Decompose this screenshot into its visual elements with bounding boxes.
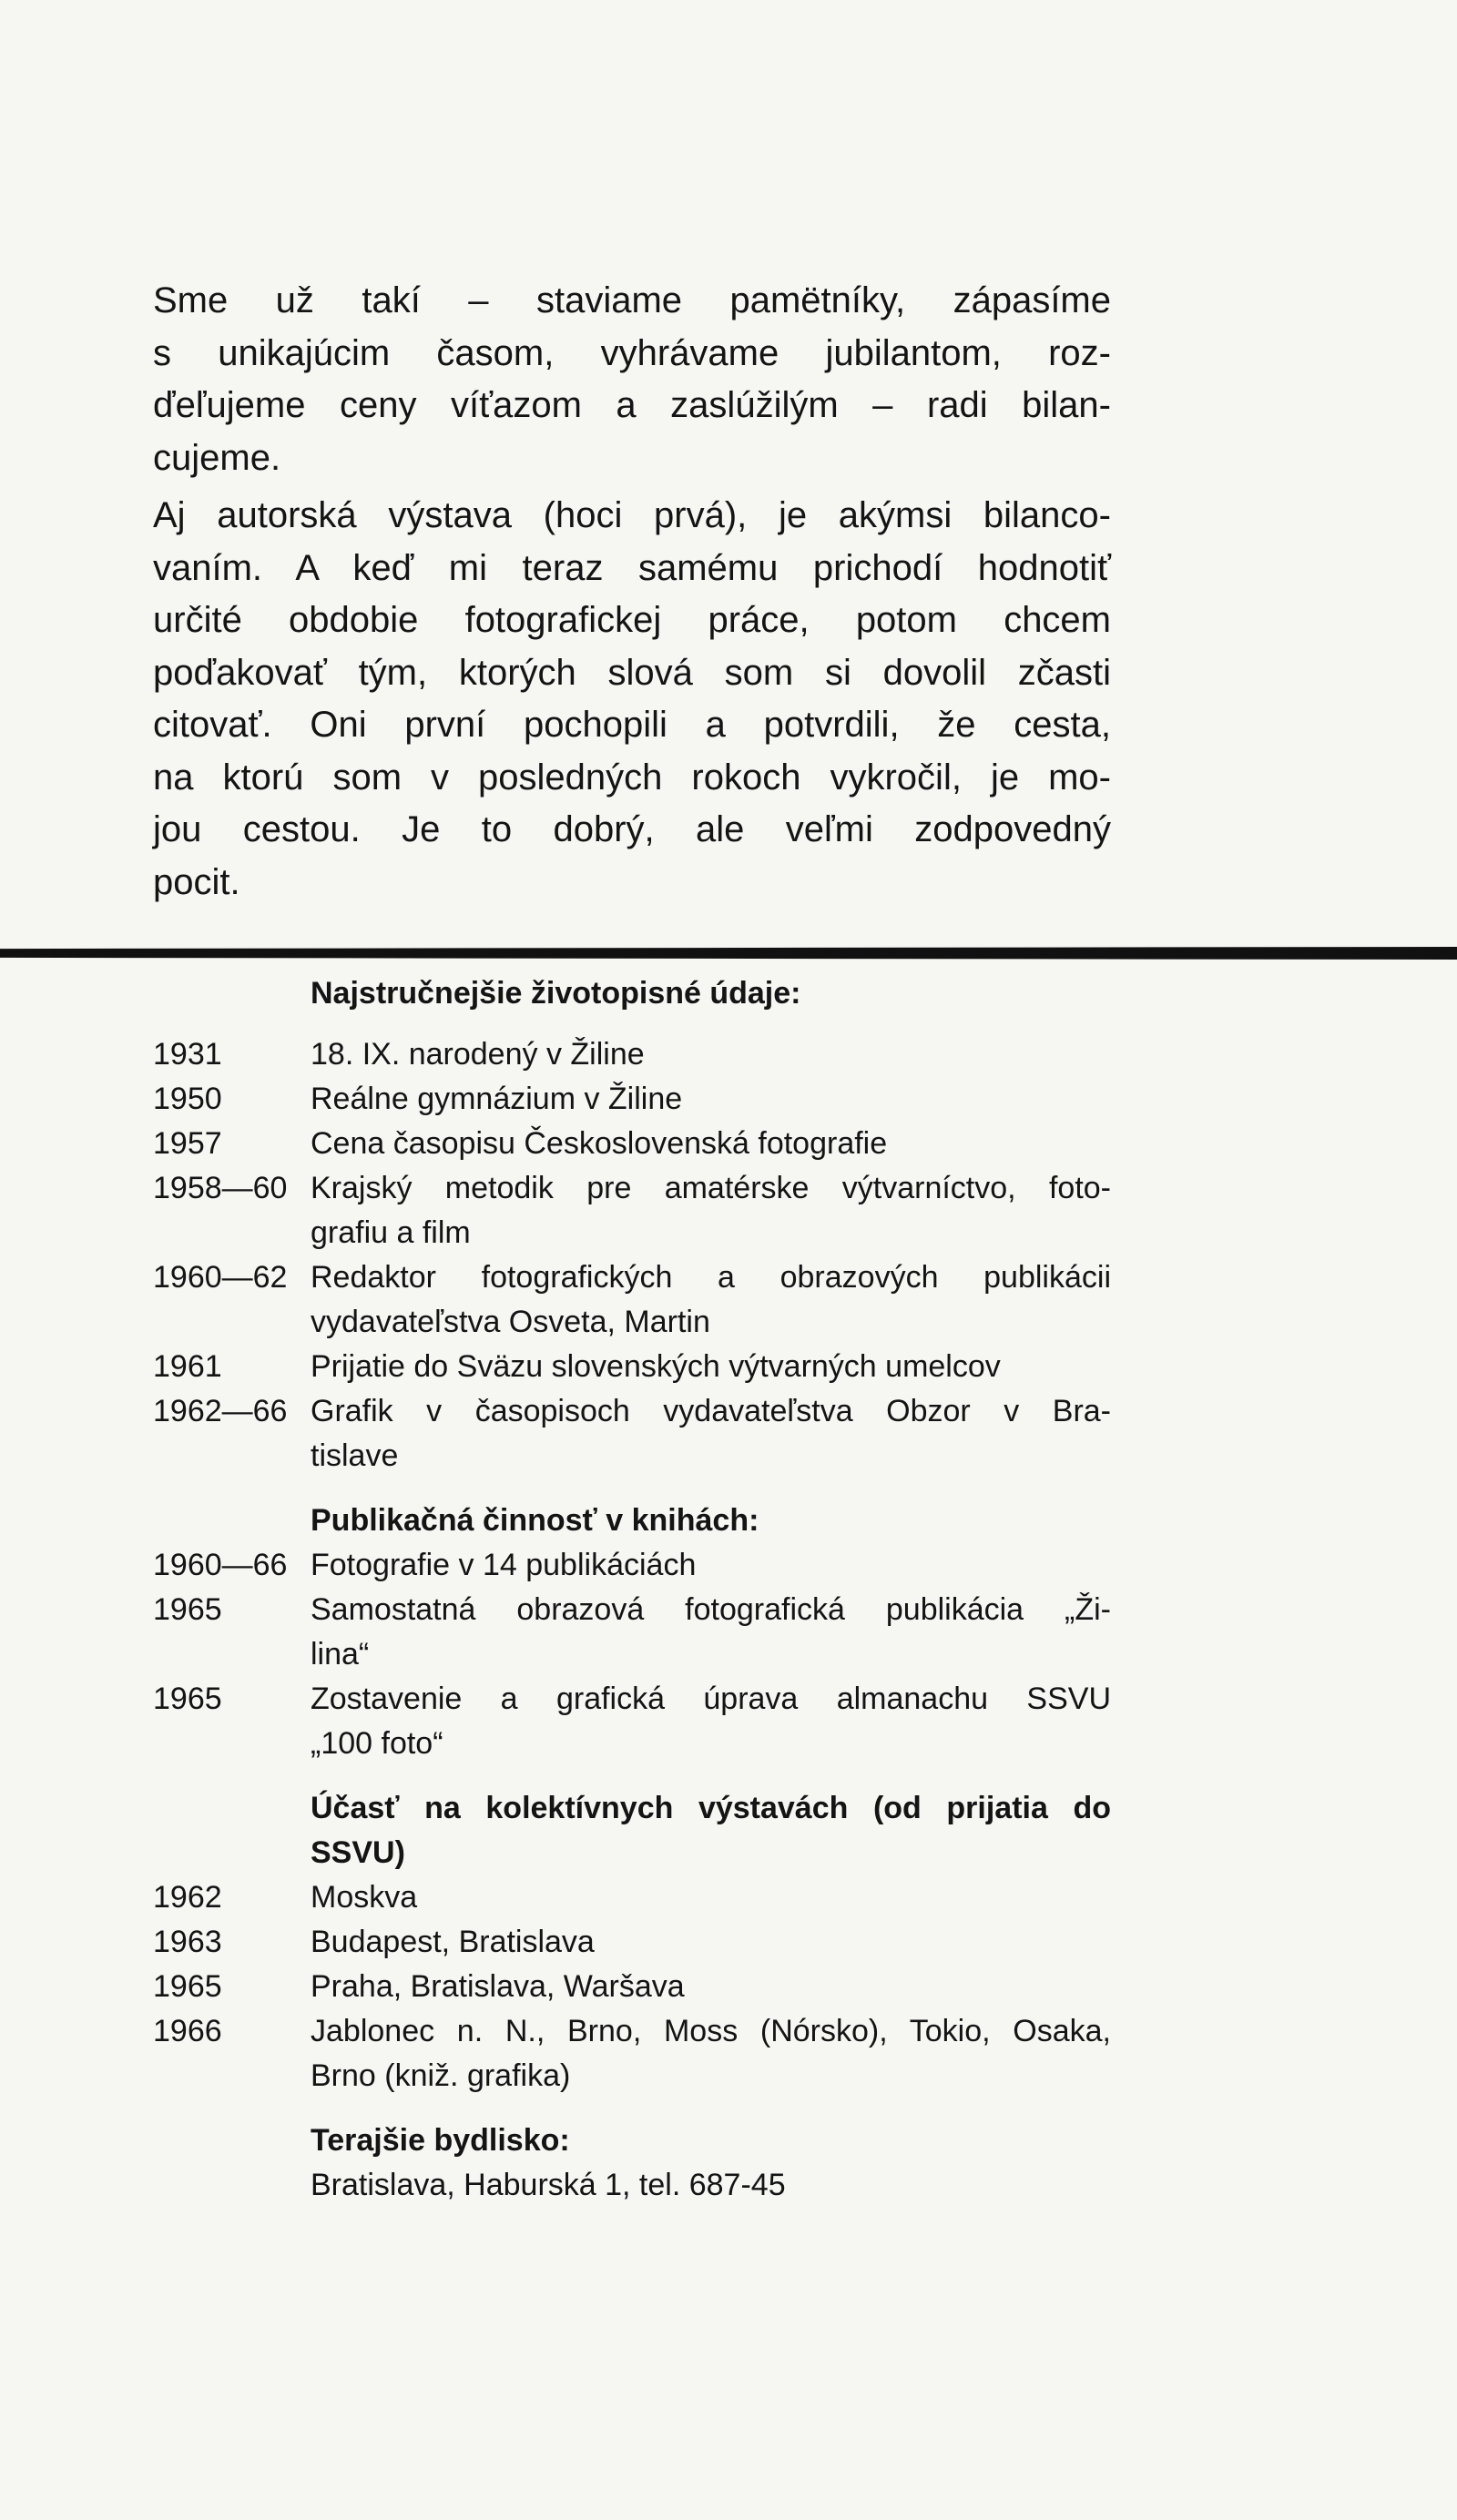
heading-line: SSVU)	[311, 1835, 405, 1870]
entry-description	[311, 2163, 1111, 2208]
entry-description	[311, 1875, 1111, 1920]
entry-description	[311, 1543, 1111, 1588]
entry-year: 1965	[153, 1969, 222, 2004]
bio-entry	[153, 1345, 1111, 1389]
entry-description	[311, 1255, 1111, 1345]
description-line: „100 foto“	[311, 1726, 443, 1761]
heading-line: Účasť na kolektívnych výstavách (od prijatia do	[311, 1791, 1111, 1825]
description-line: Moskva	[311, 1880, 418, 1915]
heading-line: Publikačná činnosť v knihách:	[311, 1503, 759, 1538]
description-line: Prijatie do Sväzu slovenských výtvarných umelcov	[311, 1349, 1001, 1384]
description-line: lina“	[311, 1637, 370, 1672]
bio-entry	[153, 1122, 1111, 1166]
text-line: poďakovať tým, ktorých slová som si dovolil zčasti	[153, 652, 1111, 693]
description-line: tislave	[311, 1438, 399, 1473]
description-line: Praha, Bratislava, Waršava	[311, 1969, 685, 2004]
entry-description	[311, 1077, 1111, 1122]
divider-rule	[0, 947, 1457, 960]
bio-section	[153, 2119, 1111, 2208]
bio-entry	[153, 2009, 1111, 2098]
bio-section	[153, 1786, 1111, 2098]
description-line: vydavateľstva Osveta, Martin	[311, 1305, 710, 1339]
entry-year: 1965	[153, 1682, 222, 1716]
entry-description	[311, 1920, 1111, 1965]
section-heading	[311, 1499, 1111, 1543]
bio-entry	[153, 1677, 1111, 1766]
entry-description	[311, 1389, 1111, 1478]
bio-entry	[153, 1166, 1111, 1255]
bio-entry	[153, 2163, 1111, 2208]
section-heading	[311, 1786, 1111, 1875]
description-line: Bratislava, Haburská 1, tel. 687-45	[311, 2168, 786, 2202]
entry-year: 1961	[153, 1349, 222, 1384]
description-line: Jablonec n. N., Brno, Moss (Nórsko), Tokio, Osaka,	[311, 2014, 1111, 2048]
description-line: Samostatná obrazová fotografická publikácia „Ži-	[311, 1592, 1111, 1627]
entry-description	[311, 1122, 1111, 1166]
intro-paragraph-2	[153, 490, 1111, 909]
section-heading	[311, 2119, 1111, 2163]
description-line: Brno (kniž. grafika)	[311, 2058, 571, 2093]
text-line: Sme už takí – staviame pamëtníky, zápasíme	[153, 280, 1111, 320]
description-line: 18. IX. narodený v Žiline	[311, 1037, 645, 1072]
text-line: s unikajúcim časom, vyhrávame jubilantom, roz-	[153, 332, 1111, 373]
entry-year: 1957	[153, 1126, 222, 1161]
heading-line: Najstručnejšie životopisné údaje:	[311, 976, 801, 1011]
bio-entry	[153, 1543, 1111, 1588]
description-line: Grafik v časopisoch vydavateľstva Obzor v Bra-	[311, 1394, 1111, 1428]
text-line: citovať. Oni první pochopili a potvrdili, že cesta,	[153, 705, 1111, 745]
section-heading	[311, 971, 1111, 1016]
entry-description	[311, 1166, 1111, 1255]
bio-entry	[153, 1077, 1111, 1122]
bio-entry	[153, 1920, 1111, 1965]
entry-year: 1950	[153, 1082, 222, 1116]
bio-entry	[153, 1875, 1111, 1920]
entry-description	[311, 1677, 1111, 1766]
bio-entry	[153, 1032, 1111, 1077]
entry-year: 1962	[153, 1880, 222, 1915]
description-line: grafiu a film	[311, 1215, 471, 1250]
description-line: Cena časopisu Československá fotografie	[311, 1126, 888, 1161]
entry-year: 1960—62	[153, 1260, 288, 1295]
entry-description	[311, 1345, 1111, 1389]
description-line: Budapest, Bratislava	[311, 1925, 595, 1959]
entry-description	[311, 1965, 1111, 2009]
text-line: Aj autorská výstava (hoci prvá), je akýmsi bilanco-	[153, 495, 1111, 535]
entry-year: 1965	[153, 1592, 222, 1627]
description-line: Fotografie v 14 publikáciách	[311, 1548, 697, 1582]
entry-year: 1931	[153, 1037, 222, 1072]
entry-year: 1960—66	[153, 1548, 288, 1582]
entry-year: 1963	[153, 1925, 222, 1959]
bio-entry	[153, 1389, 1111, 1478]
description-line: Krajský metodik pre amatérske výtvarníctvo, foto-	[311, 1171, 1111, 1205]
entry-year	[153, 2163, 311, 2208]
bio-section	[153, 1499, 1111, 1766]
entry-description	[311, 2009, 1111, 2098]
text-line: cujeme.	[153, 437, 281, 478]
description-line: Reálne gymnázium v Žiline	[311, 1082, 683, 1116]
text-line: vaním. A keď mi teraz samému prichodí hodnotiť	[153, 547, 1111, 588]
intro-paragraph-1	[153, 275, 1111, 484]
text-line: ďeľujeme ceny víťazom a zaslúžilým – radi bilan-	[153, 385, 1111, 425]
entry-description	[311, 1032, 1111, 1077]
bio-entry	[153, 1965, 1111, 2009]
intro-text	[153, 275, 1111, 909]
text-line: jou cestou. Je to dobrý, ale veľmi zodpovedný	[153, 809, 1111, 849]
description-line: Zostavenie a grafická úprava almanachu SSVU	[311, 1682, 1111, 1716]
description-line: Redaktor fotografických a obrazových publikácii	[311, 1260, 1111, 1295]
bio-entry	[153, 1255, 1111, 1345]
entry-year: 1962—66	[153, 1394, 288, 1428]
entry-year: 1958—60	[153, 1171, 288, 1205]
biography	[153, 971, 1111, 2208]
text-line: na ktorú som v posledných rokoch vykročil, je mo-	[153, 757, 1111, 798]
bio-section	[153, 971, 1111, 1478]
entry-year: 1966	[153, 2014, 222, 2048]
heading-line: Terajšie bydlisko:	[311, 2123, 570, 2158]
text-line: pocit.	[153, 861, 240, 902]
entry-description	[311, 1588, 1111, 1677]
bio-entry	[153, 1588, 1111, 1677]
text-line: určité obdobie fotografickej práce, potom chcem	[153, 600, 1111, 640]
